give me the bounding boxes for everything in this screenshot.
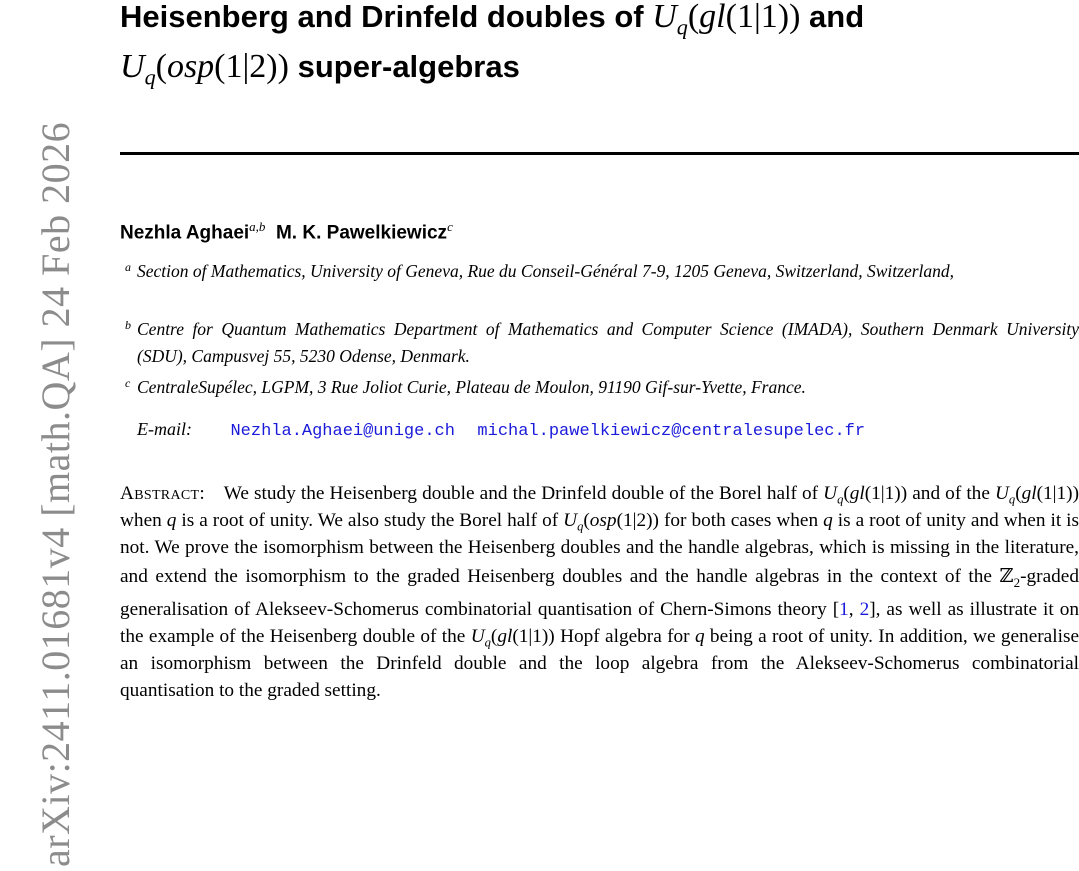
arxiv-identifier: arXiv:2411.01681v4 [math.QA] 24 Feb 2026	[33, 121, 78, 867]
title-text-3: super-algebras	[297, 49, 520, 84]
email-link-aghaei[interactable]: Nezhla.Aghaei@unige.ch	[230, 422, 455, 441]
author-list	[120, 219, 453, 244]
abstract-heading: Abstract:	[120, 483, 205, 504]
author-affil-mark: c	[447, 219, 453, 234]
title-math-uq-gl: $U_q(gl(1|1))$	[652, 0, 801, 40]
title-text-2: and	[809, 0, 865, 34]
affil-text: Section of Mathematics, University of Geneva, Rue du Conseil-Général 7-9, 1205 Geneva, Switzerland, Switzerland,	[137, 261, 955, 281]
affiliation-c	[125, 374, 1079, 401]
affil-mark: b	[125, 318, 131, 332]
citation-2[interactable]: 2	[859, 598, 870, 620]
citation-1[interactable]: 1	[839, 598, 849, 620]
email-label: E-mail:	[137, 419, 192, 439]
abstract: Abstract: We study the Heisenberg double and the Drinfeld double of the Borel half of $U_q(gl(1|1))$ and of the $U_q(gl(1|1))$ when q is a root of unity. We also study the Borel half of $U_q(osp(1|2))$ for both cases when q is a root of unity and when it is not. We prove the isomorphism between the Heisenberg doubles and the handle algebras, which is missing in the literature, and extend the isomorphism to the graded Heisenberg doubles and the handle algebras in the context of the ℤ$_2$-graded generalisation of Alekseev-Schomerus combinatorial quantisation of Chern-Simons theory [1, 2], as well as illustrate it on the example of the Heisenberg double of the $U_q(gl(1|1))$ Hopf algebra for q being a root of unity. In addition, we generalise an isomorphism between the Drinfeld double and the loop algebra from the Alekseev-Schomerus combinatorial quantisation to the graded setting.	[120, 483, 1079, 702]
affil-text: Centre for Quantum Mathematics Department of Mathematics and Computer Science (IMADA), Southern Denmark University (SDU), Campusvej 55, 5230 Odense, Denmark.	[137, 319, 1079, 366]
title-math-uq-osp: $U_q(osp(1|2))$	[120, 48, 289, 90]
title-rule	[120, 152, 1079, 155]
author-name: M. K. Pawelkiewicz	[275, 222, 448, 244]
author-name: Nezhla Aghaei	[120, 222, 250, 244]
math-q: q	[823, 510, 833, 532]
math-uq-osp: $U_q(osp(1|2))$	[563, 510, 659, 534]
email-link-pawelkiewicz[interactable]: michal.pawelkiewicz@centralesupelec.fr	[477, 422, 866, 441]
math-q: q	[694, 625, 705, 647]
math-q: q	[166, 510, 177, 532]
arxiv-side-stamp	[0, 0, 78, 871]
affil-mark: c	[125, 376, 131, 390]
title-text-1: Heisenberg and Drinfeld doubles of	[120, 0, 644, 34]
math-uq-gl: $U_q(gl(1|1))$	[994, 483, 1079, 507]
math-uq-gl: $U_q(gl(1|1))$	[470, 625, 555, 650]
affil-text: CentraleSupélec, LGPM, 3 Rue Joliot Curie, Plateau de Moulon, 91190 Gif-sur-Yvette, France.	[137, 377, 806, 397]
affil-mark: a	[125, 260, 131, 274]
math-z2: ℤ	[999, 563, 1014, 587]
math-uq-gl: $U_q(gl(1|1))$	[823, 483, 908, 507]
author-affil-mark: a,b	[249, 219, 266, 234]
email-row	[137, 419, 883, 441]
paper-title	[120, 0, 1020, 92]
affiliation-b	[125, 316, 1079, 370]
affiliation-a	[125, 258, 1079, 285]
